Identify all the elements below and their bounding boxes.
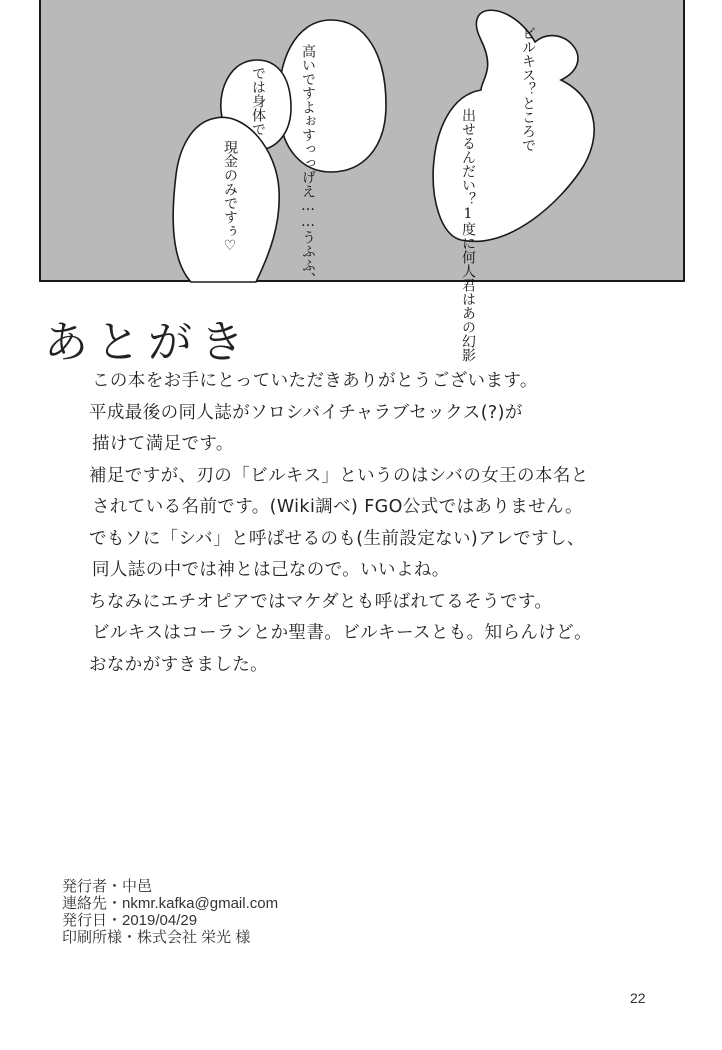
colophon-publisher: 発行者・中邑 <box>62 878 153 895</box>
bubble-2-text: 出せるんだい？1度に何人君はあの幻影 <box>460 108 476 362</box>
afterword-line: おなかがすきました。 <box>89 654 268 675</box>
colophon-printer: 印刷所様・株式会社 栄光 様 <box>62 929 251 946</box>
afterword-line: されている名前です。(Wiki調べ) FGO公式ではありません。 <box>92 497 583 517</box>
bubble-5-text: 現金のみですぅ♡ <box>222 140 238 254</box>
colophon-date: 発行日・2019/04/29 <box>62 912 198 929</box>
afterword-line: 補足ですが、刃の「ビルキス」というのはシバの女王の本名と <box>89 465 589 486</box>
bubble-4-text: では身体で <box>250 66 266 136</box>
afterword-body <box>89 366 652 681</box>
afterword-line: ビルキスはコーランとか聖書。ビルキースとも。知らんけど。 <box>92 623 592 643</box>
bubble-1-text: ビルキス？ところで <box>520 26 536 152</box>
colophon <box>62 878 278 946</box>
page-number: 22 <box>630 990 646 1006</box>
colophon-contact: 連絡先・nkmr.kafka@gmail.com <box>62 895 279 912</box>
afterword-line: 平成最後の同人誌がソロシバイチャラブセックス(?)が <box>89 402 523 423</box>
afterword-line: でもソに「シバ」と呼ばせるのも(生前設定ない)アレですし、 <box>89 528 585 549</box>
afterword-line: 描けて満足です。 <box>92 434 234 454</box>
speech-bubbles-artwork <box>41 0 687 282</box>
bubble-3-text: 高いですよぉすっっげえ……うふふ、 <box>300 44 316 286</box>
afterword-line: ちなみにエチオピアではマケダとも呼ばれてるそうです。 <box>89 591 553 612</box>
afterword-heading: あとがき <box>44 317 252 368</box>
afterword-line: 同人誌の中では神とは己なので。いいよね。 <box>92 560 450 580</box>
afterword-line: この本をお手にとっていただきありがとうございます。 <box>92 371 538 391</box>
